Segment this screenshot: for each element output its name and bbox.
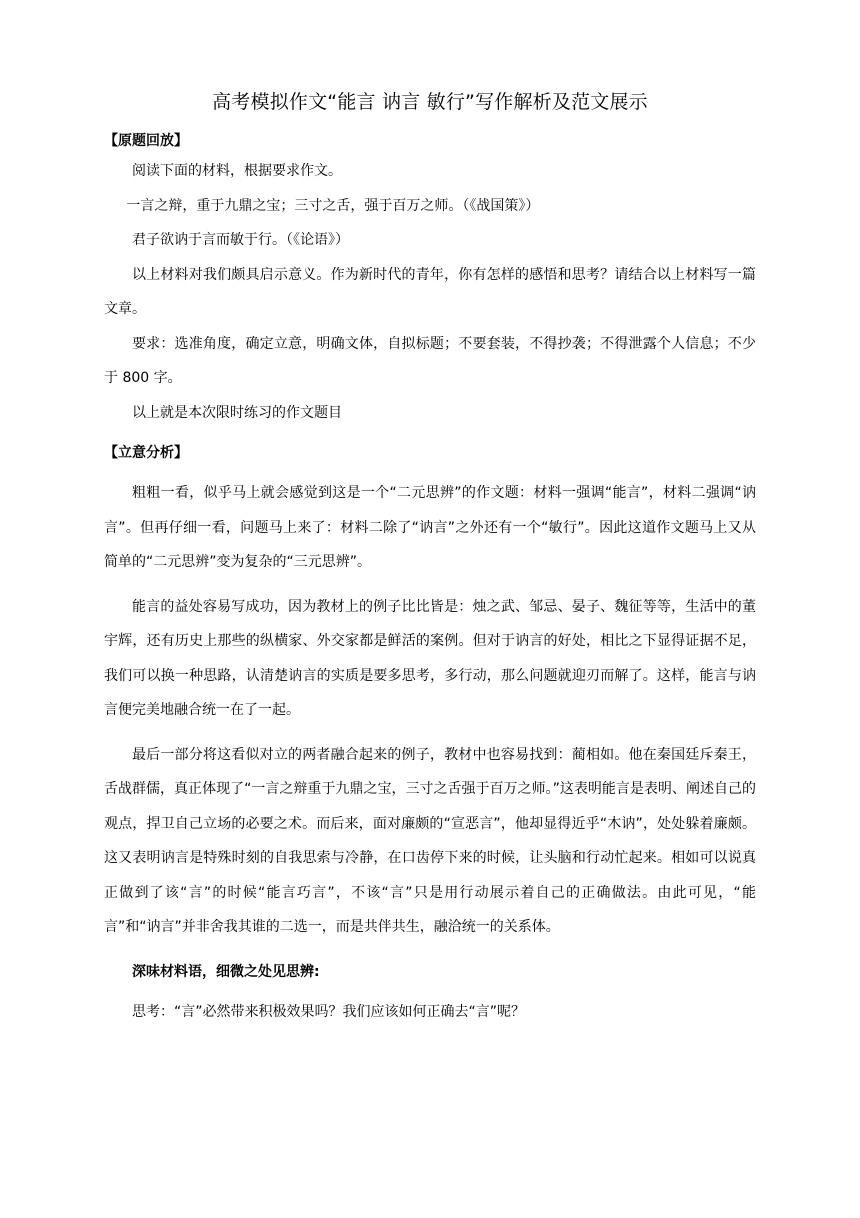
original-quote-lunyu: 君子欲讷于言而敏于行。（《论语》）	[132, 232, 349, 248]
analysis-paragraph-1: 粗粗一看，似乎马上就会感觉到这是一个“二元思辨”的作文题：材料一强调“能言”，材料二强调“讷言”。但再仔细一看，问题马上来了：材料二除了“讷言”之外还有一个“敏行”。因此这道作文题马上又从简单的“二元思辨”变为复杂的“三元思辨”。	[104, 485, 756, 570]
original-requirements: 要求：选准角度，确定立意，明确文体，自拟标题；不要套装，不得抄袭；不得泄露个人信息；不少于 800 字。	[104, 335, 756, 386]
original-prompt: 以上材料对我们颇具启示意义。作为新时代的青年，你有怎样的感悟和思考？请结合以上材料写一篇文章。	[104, 266, 756, 317]
analysis-paragraph-3: 最后一部分将这看似对立的两者融合起来的例子，教材中也容易找到：蔺相如。他在秦国廷斥秦王，舌战群儒，真正体现了“一言之辩重于九鼎之宝，三寸之舌强于百万之师。”这表明能言是表明、阐述自己的观点，捍卫自己立场的必要之术。而后来，面对廉颇的“宣恶言”，他却显得近乎“木讷”，处处躲着廉颇。这又表明讷言是特殊时刻的自我思索与冷静，在口齿停下来的时候，让头脑和行动忙起来。相如可以说真正做到了该“言”的时候“能言巧言”，不该“言”只是用行动展示着自己的正确做法。由此可见，“能言”和“讷言”并非舍我其谁的二选一，而是共伴共生，融洽统一的关系体。	[104, 746, 756, 935]
original-closing: 以上就是本次限时练习的作文题目	[132, 404, 342, 421]
document-title: 高考模拟作文“能言 讷言 敏行”写作解析及范文展示	[212, 91, 648, 113]
original-quote-zhanguoce: 一言之辩，重于九鼎之宝；三寸之舌，强于百万之师。（《战国策》）	[126, 197, 540, 214]
analysis-paragraph-2: 能言的益处容易写成功，因为教材上的例子比比皆是：烛之武、邹忌、晏子、魏征等等，生活中的董宇辉，还有历史上那些的纵横家、外交家都是鲜活的案例。但对于讷言的好处，相比之下显得证据不足，我们可以换一种思路，认清楚讷言的实质是要多思考，多行动，那么问题就迎刃而解了。这样，能言与讷言便完美地融合统一在了一起。	[104, 598, 756, 718]
original-instruction: 阅读下面的材料，根据要求作文。	[132, 163, 342, 179]
analysis-subheading: 深味材料语，细微之处见思辨:	[132, 963, 320, 980]
section-heading-analysis: 【立意分析】	[104, 445, 188, 461]
section-heading-original: 【原题回放】	[104, 133, 188, 149]
analysis-question: 思考：“言”必然带来积极效果吗？我们应该如何正确去“言”呢？	[132, 1003, 526, 1020]
